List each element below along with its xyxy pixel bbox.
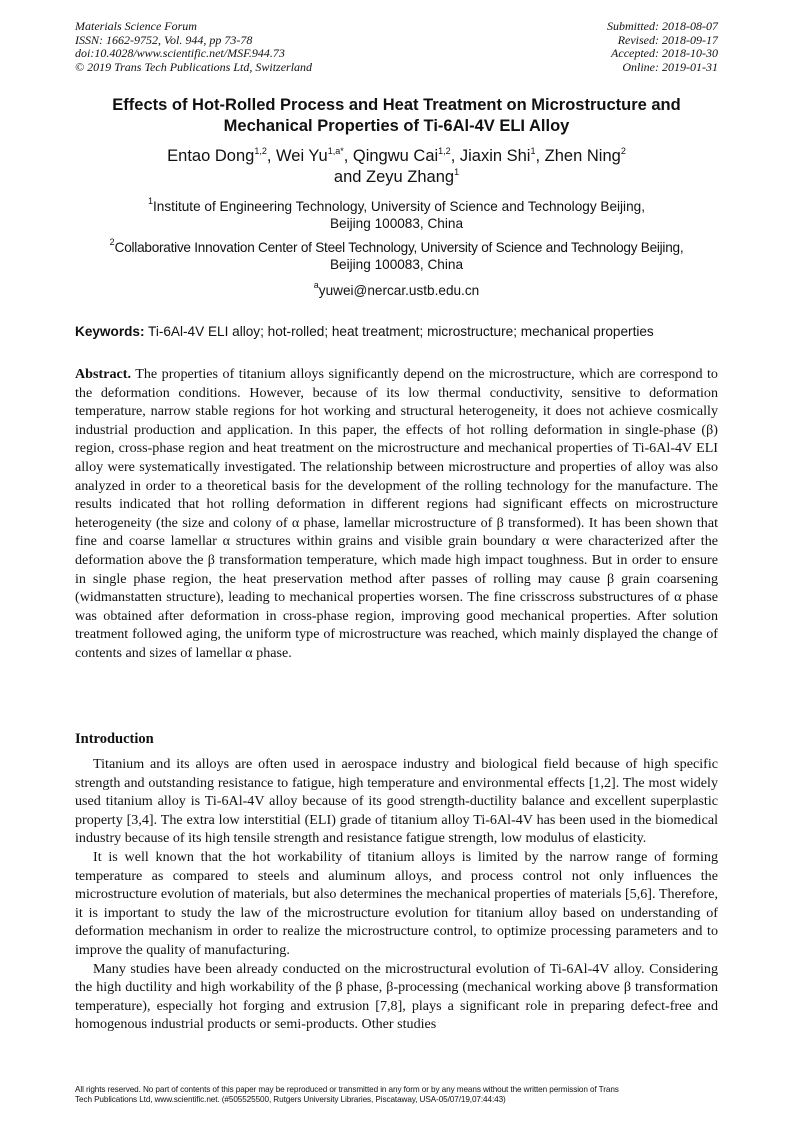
- email-mark: a: [313, 280, 319, 290]
- revised-date: Revised: 2018-09-17: [617, 32, 718, 47]
- accepted-date: Accepted: 2018-10-30: [611, 46, 718, 60]
- author-separator: ,: [343, 147, 353, 165]
- publication-info: [75, 20, 312, 74]
- paragraph: It is well known that the hot workability of titanium alloys is limited by the narrow range of forming temperature as compared to steels and aluminum alloys, and process control not only influences the microstructure evolution of materials, but also determines the mechanical properties of materials [5,6]. Therefore, it is important to study the law of the microstructure evolution for titanium alloy based on understanding of deformation mechanism in order to realize the microstructure control, to optimize processing parameters and to improve the quality of manufacturing.: [75, 848, 718, 958]
- keywords-label: Keywords:: [75, 324, 145, 339]
- author-affiliation-mark: 1: [454, 167, 460, 177]
- author-separator: ,: [450, 147, 460, 165]
- author-affiliation-mark: 1,a*: [327, 146, 344, 156]
- submitted-date: Submitted: 2018-08-07: [607, 19, 718, 33]
- author-name: Jiaxin Shi: [459, 147, 531, 165]
- footer-line-1: All rights reserved. No part of contents of this paper may be reproduced or transmitted in any form or by any means without the written permission of Trans: [75, 1085, 619, 1094]
- affiliation-1: [70, 198, 723, 232]
- keywords-text: Ti-6Al-4V ELI alloy; hot-rolled; heat treatment; microstructure; mechanical properties: [148, 324, 654, 339]
- affiliation-mark: 2: [109, 237, 115, 247]
- author-separator: ,: [266, 147, 276, 165]
- publication-dates: [607, 20, 718, 74]
- paper-title: [75, 95, 718, 137]
- abstract-text: The properties of titanium alloys significantly depend on the microstructure, which are correspond to the deformation conditions. However, because of its low thermal conductivity, sensitive to deformation temperature, narrow stable regions for hot working and structural heterogeneity, it does not achieve cosmically industrial production and application. In this paper, the effects of hot rolling deformation in single-phase (β) region, cross-phase region and heat treatment on the microstructure and mechanical properties of Ti-6Al-4V ELI alloy were systematically investigated. The relationship between microstructure and properties of alloy was also analyzed in order to a theoretical basis for the development of the rolling technology for the manufacture. The results indicated that hot rolling deformation in different regions had significant effects on microstructure heterogeneity (the size and colony of α phase, lamellar microstructure of β transformed). It has been shown that fine and coarse lamellar α structures within grains and visible grain boundary α were characterized after the deformation above the β transformation temperature, which made high impact toughness. But in order to ensure in single phase region, the heat preservation method after passes of rolling may cause β grain coarsening (widmanstatten structure), leading to mechanical properties worsen. The fine crisscross substructures of α phase was obtained after deformation in cross-phase region, improving good mechanical properties. After solution treatment followed aging, the uniform type of microstructure was reached, which mainly displayed the change of contents and sizes of lamellar α phase.: [75, 366, 718, 661]
- author-name: Wei Yu: [276, 147, 328, 165]
- issn-info: ISSN: 1662-9752, Vol. 944, pp 73-78: [75, 32, 253, 47]
- email-link[interactable]: yuwei@nercar.ustb.edu.cn: [318, 283, 480, 298]
- footer-line-2: Tech Publications Ltd, www.scientific.net. (#505525500, Rutgers University Libraries, Piscataway, USA-05/07/19,07:44:43): [75, 1094, 506, 1104]
- author-name: Zhen Ning: [544, 147, 621, 165]
- paragraph: Titanium and its alloys are often used in aerospace industry and biological field because of high specific strength and outstanding resistance to fatigue, high temperature and environmental effects [1,2]. The most widely used titanium alloy is Ti-6Al-4V alloy because of its good strength-ductility balance and excellent superplastic property [3,4]. The extra low interstitial (ELI) grade of titanium alloy Ti-6Al-4V has been used in the biomedical industry because of its high tensile strength and resistance fatigue strength, low modulus of elasticity.: [75, 756, 718, 847]
- doi[interactable]: doi:10.4028/www.scientific.net/MSF.944.73: [75, 46, 285, 60]
- abstract-label: Abstract.: [75, 366, 131, 382]
- affiliation-text: Institute of Engineering Technology, University of Science and Technology Beijing,: [153, 199, 645, 214]
- copyright: © 2019 Trans Tech Publications Ltd, Switzerland: [75, 59, 313, 74]
- paragraph: Many studies have been already conducted on the microstructural evolution of Ti-6Al-4V alloy. Considering the high ductility and high workability of the β phase, β-processing (mechanical working above β transformation temperature), especially hot forging and extrusion [7,8], plays a significant role in preparing defect-free and homogenous industrial products or semi-products. Other studies: [75, 960, 718, 1033]
- title-line-2: Mechanical Properties of Ti-6Al-4V ELI Alloy: [223, 117, 570, 135]
- authors-line-2: [75, 167, 718, 188]
- keywords: [75, 323, 725, 340]
- abstract: [75, 365, 718, 663]
- author-name: Qingwu Cai: [352, 147, 439, 165]
- author-affiliation-mark: 2: [620, 146, 626, 156]
- author-affiliation-mark: 1: [530, 146, 536, 156]
- affiliation-2: [70, 239, 723, 273]
- author-affiliation-mark: 1,2: [254, 146, 267, 156]
- affiliation-address: Beijing 100083, China: [329, 257, 464, 272]
- introduction-heading: Introduction: [75, 731, 154, 747]
- introduction-body: [75, 755, 718, 1034]
- affiliation-address: Beijing 100083, China: [329, 216, 464, 231]
- author-name: and Zeyu Zhang: [333, 168, 455, 186]
- journal-name: Materials Science Forum: [75, 19, 197, 33]
- author-separator: ,: [535, 147, 545, 165]
- corresponding-email: [70, 282, 723, 299]
- affiliation-mark: 1: [148, 196, 154, 206]
- author-affiliation-mark: 1,2: [438, 146, 451, 156]
- copyright-footer: [75, 1085, 725, 1104]
- affiliation-text: Collaborative Innovation Center of Steel Technology, University of Science and Technology Beijing,: [114, 240, 684, 255]
- online-date: Online: 2019-01-31: [622, 59, 718, 74]
- authors-line-1: [75, 146, 718, 167]
- author-list: [75, 146, 718, 188]
- title-line-1: Effects of Hot-Rolled Process and Heat Treatment on Microstructure and: [112, 96, 681, 114]
- author-name: Entao Dong: [167, 147, 255, 165]
